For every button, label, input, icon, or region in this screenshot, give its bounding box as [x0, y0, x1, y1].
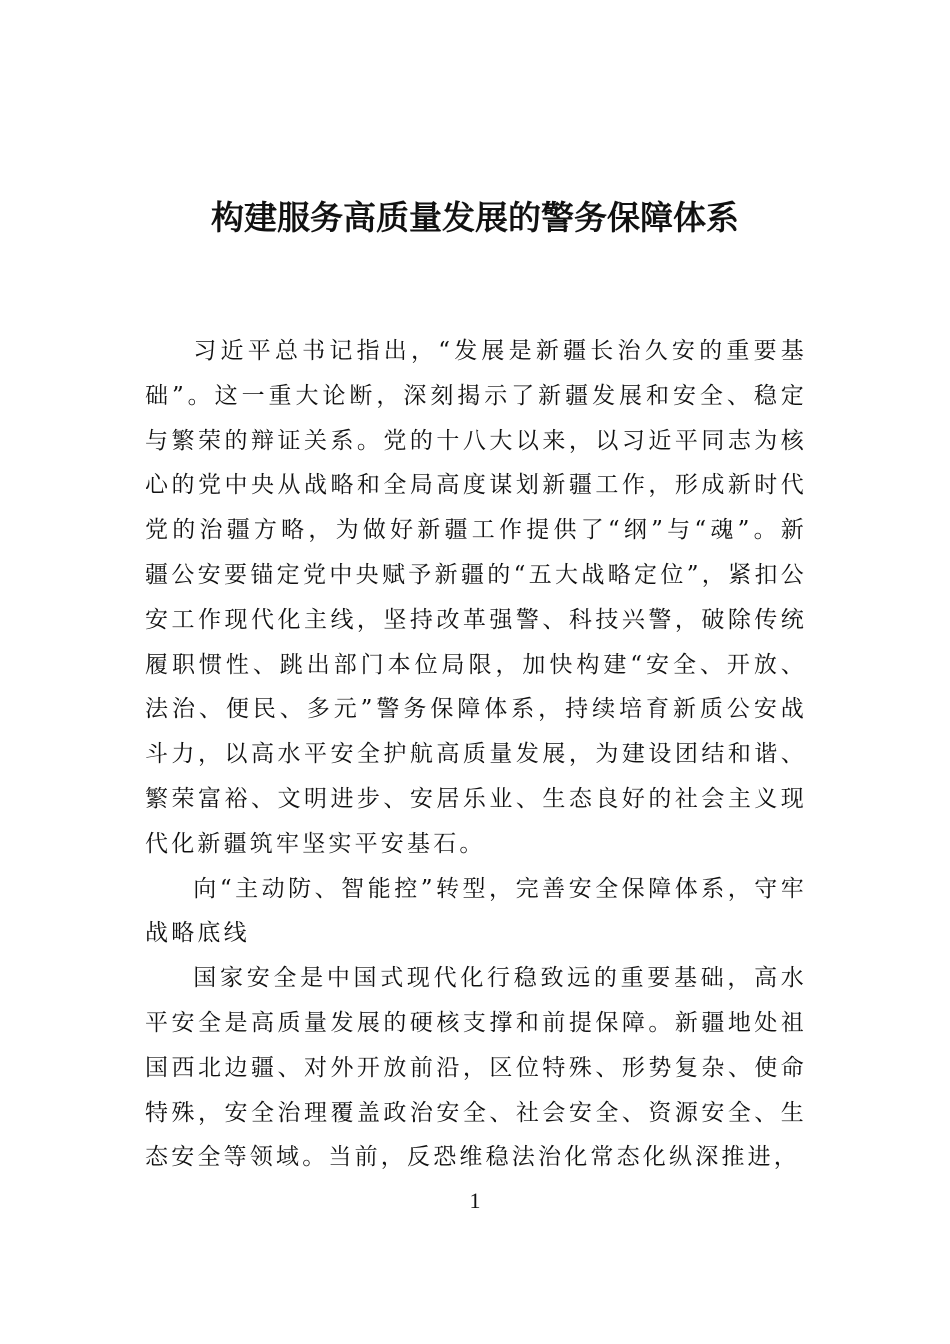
page-number: 1 [469, 1188, 481, 1213]
paragraph-intro: 习近平总书记指出，“发展是新疆长治久安的重要基础”。这一重大论断，深刻揭示了新疆发展和安全、稳定与繁荣的辩证关系。党的十八大以来，以习近平同志为核心的党中央从战略和全局高度谋划新疆工作，形成新时代党的治疆方略，为做好新疆工作提供了“纲”与“魂”。新疆公安要锚定党中央赋予新疆的“五大战略定位”，紧扣公安工作现代化主线，坚持改革强警、科技兴警，破除传统履职惯性、跳出部门本位局限，加快构建“安全、开放、法治、便民、多元”警务保障体系，持续培育新质公安战斗力，以高水平安全护航高质量发展，为建设团结和谐、繁荣富裕、文明进步、安居乐业、生态良好的社会主义现代化新疆筑牢坚实平安基石。 [145, 338, 807, 857]
document-body [145, 329, 807, 1180]
document-title: 构建服务高质量发展的警务保障体系 [211, 198, 739, 237]
section-heading: 向“主动防、智能控”转型，完善安全保障体系，守牢战略底线 [145, 875, 807, 947]
paragraph-security: 国家安全是中国式现代化行稳致远的重要基础，高水平安全是高质量发展的硬核支撑和前提保障。新疆地处祖国西北边疆、对外开放前沿，区位特殊、形势复杂、使命特殊，安全治理覆盖政治安全、社会安全、资源安全、生态安全等领域。当前，反恐维稳法治化常态化纵深推进， [145, 965, 807, 1171]
